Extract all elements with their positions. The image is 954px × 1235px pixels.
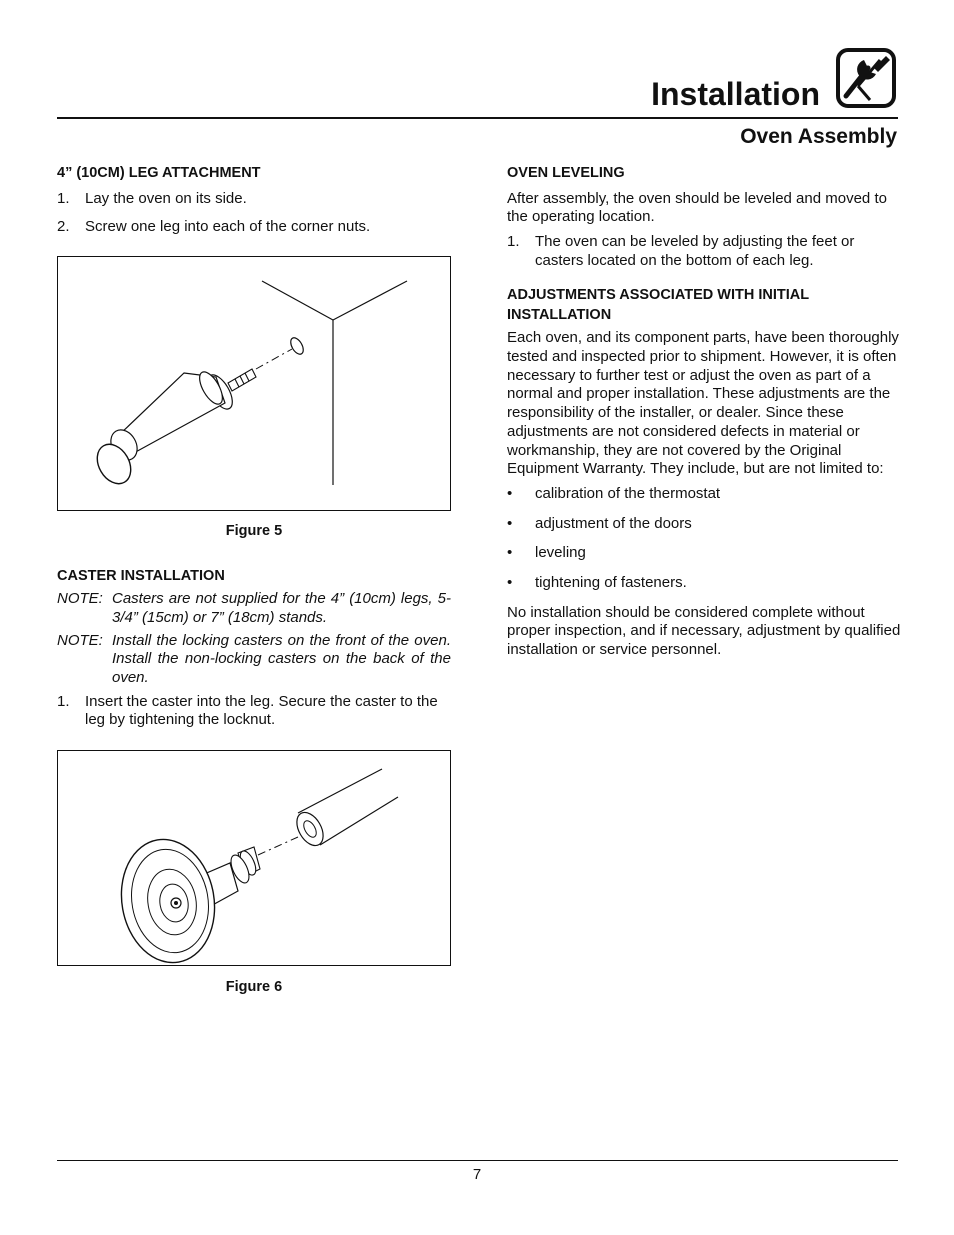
bullet-text: tightening of fasteners. [535, 574, 687, 592]
list-item [57, 218, 451, 237]
step-number: 1. [57, 692, 70, 710]
page-title: Installation [651, 76, 820, 112]
list-item: • tightening of fasteners. [507, 574, 687, 592]
list-item: • adjustment of the doors [507, 514, 692, 532]
note-text: Install the locking casters on the front of the oven. Install the non-locking casters on the back of the oven. [112, 631, 451, 686]
leg-attachment-heading: 4” (10CM) LEG ATTACHMENT [57, 165, 261, 181]
right-column [507, 164, 901, 660]
adjustments-body: Each oven, and its component parts, have been thoroughly tested and inspected prior to shipment. However, it is often necessary to further test or adjust the oven as part of a normal and proper installation. These adjustments are the responsibility of the installer, or dealer. Since these adjustments are not considered defects in material or workmanship, they are not covered by the Original Equipment Warranty. They include, but are not limited to: [507, 329, 899, 478]
caster-installation-heading: CASTER INSTALLATION [57, 567, 225, 584]
step-text: The oven can be leveled by adjusting the feet or casters located on the bottom of each leg. [535, 232, 855, 269]
closing-paragraph: No installation should be considered complete without proper inspection, and if necessary, adjustment by qualified installation or service personnel. [507, 603, 901, 659]
section-title: Oven Assembly [740, 125, 897, 148]
list-item [507, 233, 901, 270]
note-text: Casters are not supplied for the 4” (10cm) legs, 5-3/4” (15cm) or 7” (18cm) stands. [112, 590, 451, 626]
step-text: Lay the oven on its side. [85, 189, 247, 207]
bullet-text: calibration of the thermostat [535, 484, 721, 502]
header-rule [57, 117, 898, 119]
step-text: Insert the caster into the leg. Secure the caster to the leg by tightening the locknut. [85, 692, 438, 729]
wrench-screwdriver-icon [834, 46, 898, 110]
figure-6-illustration [57, 750, 451, 966]
adjustments-heading: ADJUSTMENTS ASSOCIATED WITH INITIAL INSTALLATION [507, 287, 809, 323]
page-number: 7 [472, 1166, 482, 1183]
left-column [57, 164, 451, 997]
figure-5-caption: Figure 5 [225, 522, 283, 539]
footer-rule [57, 1160, 898, 1161]
bullet-text: leveling [535, 544, 586, 562]
step-number: 1. [507, 232, 520, 250]
list-item [57, 693, 451, 730]
note-label: NOTE: [57, 631, 103, 649]
note [57, 590, 451, 627]
figure-5-illustration [57, 256, 451, 511]
list-item: • calibration of the thermostat [507, 484, 721, 502]
step-text: Screw one leg into each of the corner nuts. [85, 218, 371, 236]
figure-6-caption: Figure 6 [225, 979, 283, 996]
note-label: NOTE: [57, 590, 103, 608]
list-item [57, 190, 451, 209]
step-number: 2. [57, 218, 70, 236]
list-item: • leveling [507, 544, 586, 562]
leveling-intro: After assembly, the oven should be leveled and moved to the operating location. [507, 189, 887, 226]
note [57, 632, 451, 688]
bullet-text: adjustment of the doors [535, 514, 692, 532]
oven-leveling-heading: OVEN LEVELING [507, 165, 625, 181]
step-number: 1. [57, 189, 70, 207]
